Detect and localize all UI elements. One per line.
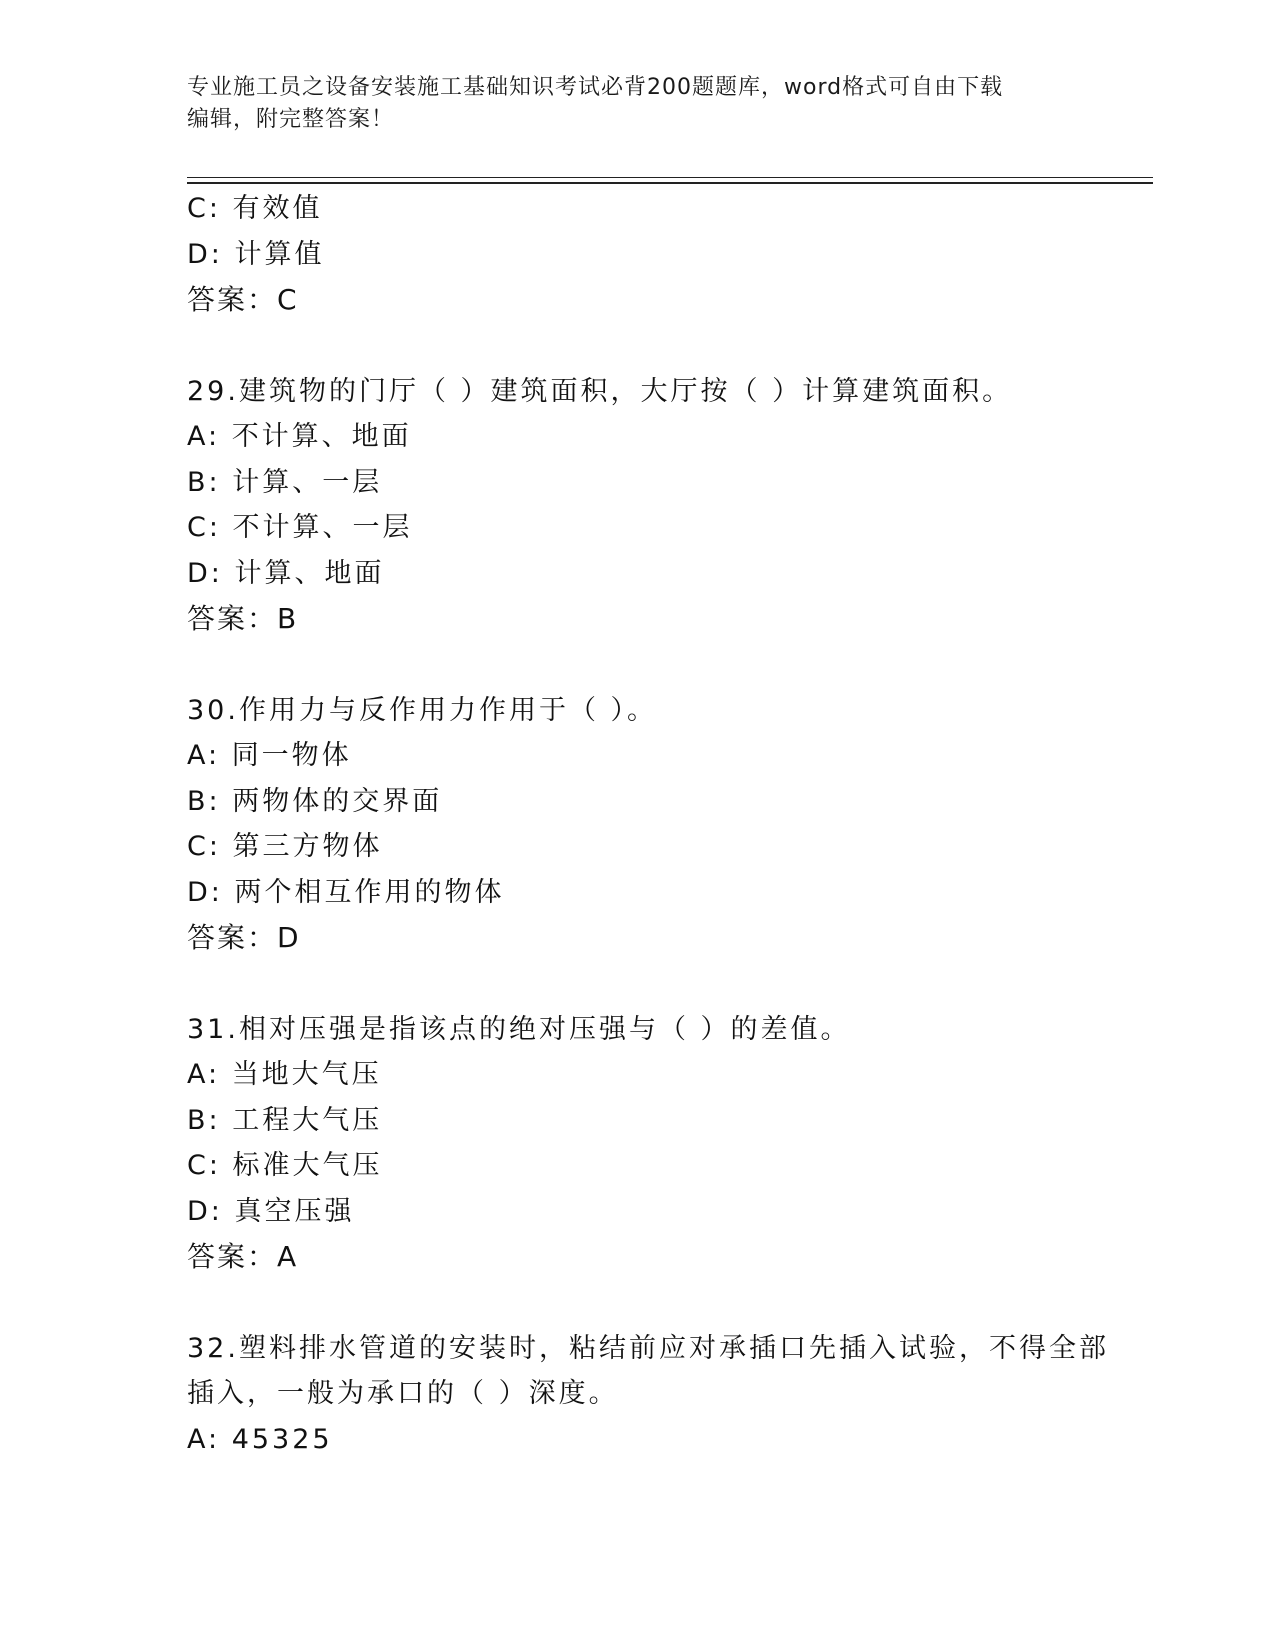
option-a: A: 45325 (187, 1423, 333, 1455)
answer-line: 答案：B (187, 602, 299, 635)
option-d: D: 计算值 (187, 238, 325, 270)
answer-line: 答案：A (187, 1240, 299, 1273)
option-c: C: 标准大气压 (187, 1150, 383, 1181)
option-c: C: 第三方物体 (187, 831, 383, 862)
answer-line: 答案：C (187, 283, 299, 316)
header-divider-thick (187, 182, 1153, 184)
option-c: C: 不计算、一层 (187, 512, 413, 543)
question-body (187, 186, 1147, 1462)
answer-line: 答案：D (187, 921, 301, 954)
question-stem: 29.建筑物的门厅（ ）建筑面积，大厅按（ ）计算建筑面积。 (187, 375, 1013, 407)
question-stem: 30.作用力与反作用力作用于（ ）。 (187, 694, 658, 726)
question-stem-line-1: 32.塑料排水管道的安装时，粘结前应对承插口先插入试验，不得全部 (187, 1332, 1109, 1364)
question-31 (187, 1007, 1147, 1280)
option-a: A: 当地大气压 (187, 1059, 382, 1090)
option-b: B: 两物体的交界面 (187, 785, 443, 817)
question-29 (187, 369, 1147, 642)
header-title-line-1: 专业施工员之设备安装施工基础知识考试必背200题题库，word格式可自由下载 (187, 75, 1004, 100)
header-title-line-2: 编辑，附完整答案！ (187, 107, 395, 132)
option-b: B: 工程大气压 (187, 1104, 383, 1136)
page-header (187, 72, 1067, 136)
previous-question-tail (187, 186, 1147, 323)
option-a: A: 不计算、地面 (187, 421, 412, 452)
option-d: D: 两个相互作用的物体 (187, 876, 505, 908)
option-d: D: 计算、地面 (187, 557, 385, 589)
option-b: B: 计算、一层 (187, 466, 383, 498)
question-stem: 31.相对压强是指该点的绝对压强与（ ）的差值。 (187, 1013, 851, 1045)
option-d: D: 真空压强 (187, 1195, 355, 1227)
question-32 (187, 1326, 1147, 1463)
question-30 (187, 688, 1147, 961)
header-divider-thin (187, 177, 1153, 178)
question-stem-line-2: 插入，一般为承口的（ ）深度。 (187, 1378, 619, 1409)
option-a: A: 同一物体 (187, 740, 352, 771)
option-c: C: 有效值 (187, 193, 323, 224)
